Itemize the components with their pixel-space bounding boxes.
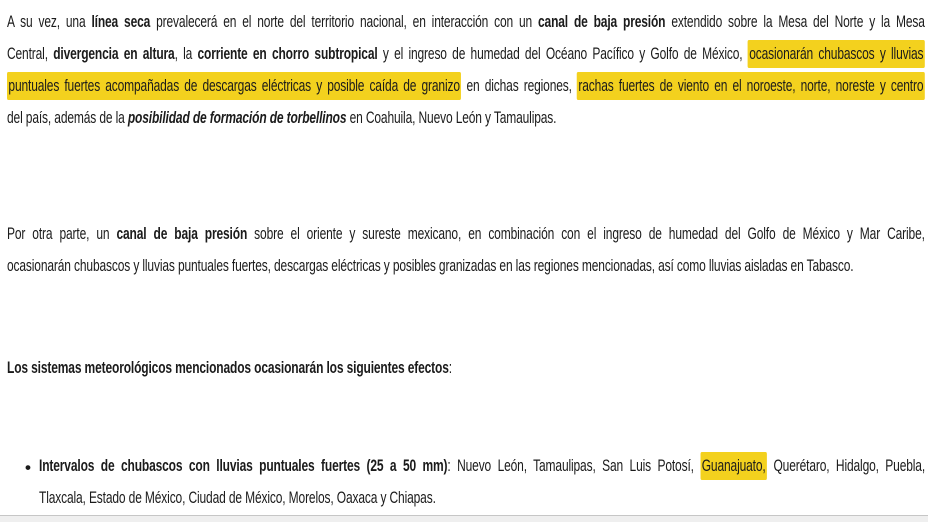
text-line — [7, 250, 925, 282]
text-segment: divergencia en altura — [53, 44, 175, 63]
text-segment: Los sistemas meteorológicos mencionados ocasionarán los siguientes efectos — [7, 358, 449, 377]
text-line — [7, 38, 925, 70]
text-segment: , la — [174, 44, 198, 63]
text-segment: canal de baja presión — [116, 224, 248, 243]
text-segment: línea seca — [91, 12, 151, 31]
text-segment: en dichas regiones, — [461, 76, 577, 95]
text-segment: Por otra parte, un — [7, 224, 117, 243]
highlighted-text: rachas fuertes de viento en el noroeste, norte, noreste y centro — [577, 72, 925, 100]
text-segment: Intervalos de chubascos con lluvias puntuales fuertes (25 a 50 mm) — [39, 456, 448, 475]
text-segment: Tlaxcala, Estado de México, Ciudad de México, Morelos, Oaxaca y Chiapas. — [39, 488, 436, 507]
text-line — [39, 482, 925, 514]
text-segment: : — [448, 358, 452, 377]
text-segment: del país, además de la — [7, 108, 128, 127]
text-line — [7, 352, 925, 384]
paragraph-dry-line — [7, 6, 928, 134]
text-line — [7, 6, 925, 38]
highlighted-text: puntuales fuertes acompañadas de descargas eléctricas y posible caída de granizo — [7, 72, 461, 100]
paragraph-low-pressure-channel — [7, 218, 928, 282]
text-segment: Central, — [7, 44, 54, 63]
text-segment: en Coahuila, Nuevo León y Tamaulipas. — [346, 108, 557, 127]
bullet-rain-intervals — [39, 450, 928, 514]
text-line — [7, 218, 925, 250]
text-line — [39, 450, 925, 482]
bullet-marker: • — [25, 458, 31, 477]
highlighted-text: ocasionarán chubascos y lluvias — [748, 40, 925, 68]
text-segment: ocasionarán chubascos y lluvias puntuales fuertes, descargas eléctricas y posibles granizadas en las regiones mencionadas, así como lluvias aisladas en Tabasco. — [7, 256, 854, 275]
text-line — [7, 70, 925, 102]
text-segment: A su vez, una — [7, 12, 92, 31]
text-segment: sobre el oriente y sureste mexicano, en combinación con el ingreso de humedad del Golfo de México y Mar Caribe, — [247, 224, 925, 243]
next-section-edge-divider — [0, 515, 928, 522]
text-segment: corriente en chorro subtropical — [197, 44, 378, 63]
text-segment: extendido sobre la Mesa del Norte y la Mesa — [665, 12, 925, 31]
text-segment: posibilidad de formación de torbellinos — [127, 108, 347, 127]
text-line — [7, 102, 925, 134]
text-segment: Querétaro, Hidalgo, Puebla, — [766, 456, 926, 475]
text-segment: prevalecerá en el norte del territorio nacional, en interacción con un — [150, 12, 539, 31]
highlighted-text: Guanajuato, — [700, 452, 767, 480]
text-segment: y el ingreso de humedad del Océano Pacífico y Golfo de México, — [377, 44, 748, 63]
text-segment: : Nuevo León, Tamaulipas, San Luis Potosí, — [447, 456, 701, 475]
effects-heading — [7, 352, 928, 384]
text-segment: canal de baja presión — [538, 12, 666, 31]
